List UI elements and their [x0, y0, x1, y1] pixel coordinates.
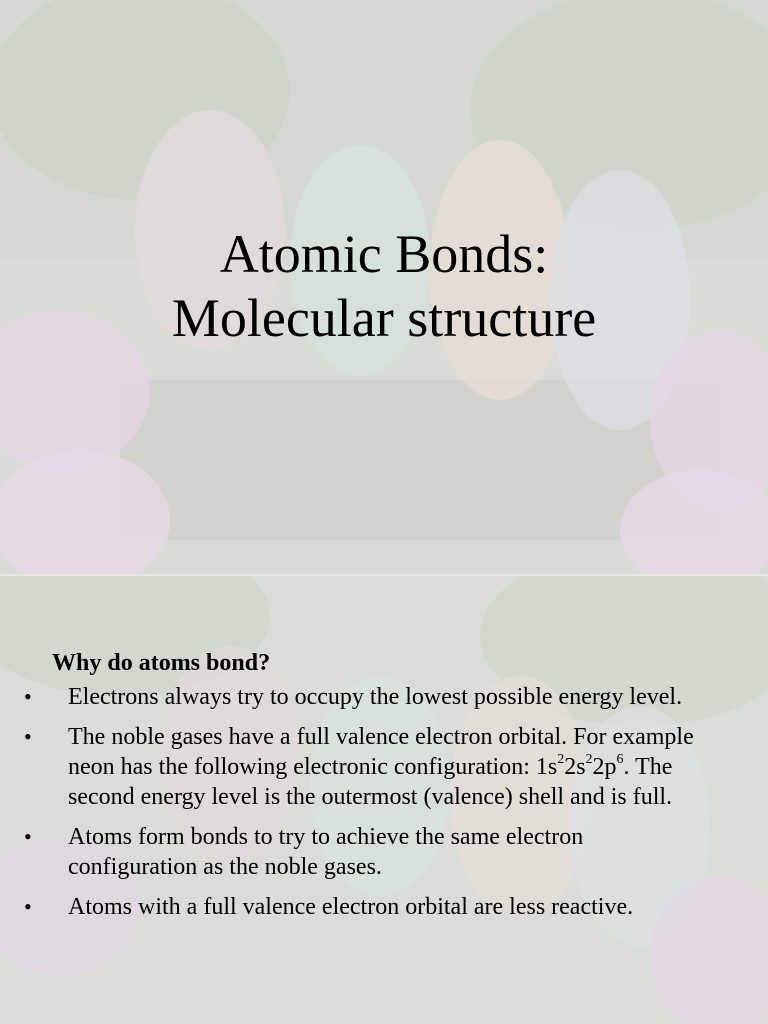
slide-heading: Why do atoms bond? — [52, 650, 271, 676]
title-line-2: Molecular structure — [171, 288, 597, 348]
bullet-text: The noble gases have a full valence electron orbital. For example neon has the following electronic configuration: $1s^22s^22p^6$. The second energy level is the outermost (valence) shell and is full. — [68, 724, 694, 810]
bullet-text: Atoms with a full valence electron orbital are less reactive. — [68, 894, 634, 920]
bullet-text: Electrons always try to occupy the lowest possible energy level. — [68, 684, 683, 710]
bullet-item — [0, 682, 768, 712]
bullet-dot: • — [24, 894, 32, 919]
slide-title — [0, 222, 768, 350]
bullet-list — [0, 682, 768, 932]
bullet-dot: • — [24, 724, 32, 749]
bullet-dot: • — [24, 824, 32, 849]
bullet-item — [0, 892, 768, 922]
bullet-item — [0, 822, 768, 882]
bullet-text: Atoms form bonds to try to achieve the same electron configuration as the noble gases. — [68, 824, 584, 880]
title-line-1: Atomic Bonds: — [219, 224, 549, 284]
bullet-item — [0, 722, 768, 812]
bullet-dot: • — [24, 684, 32, 709]
